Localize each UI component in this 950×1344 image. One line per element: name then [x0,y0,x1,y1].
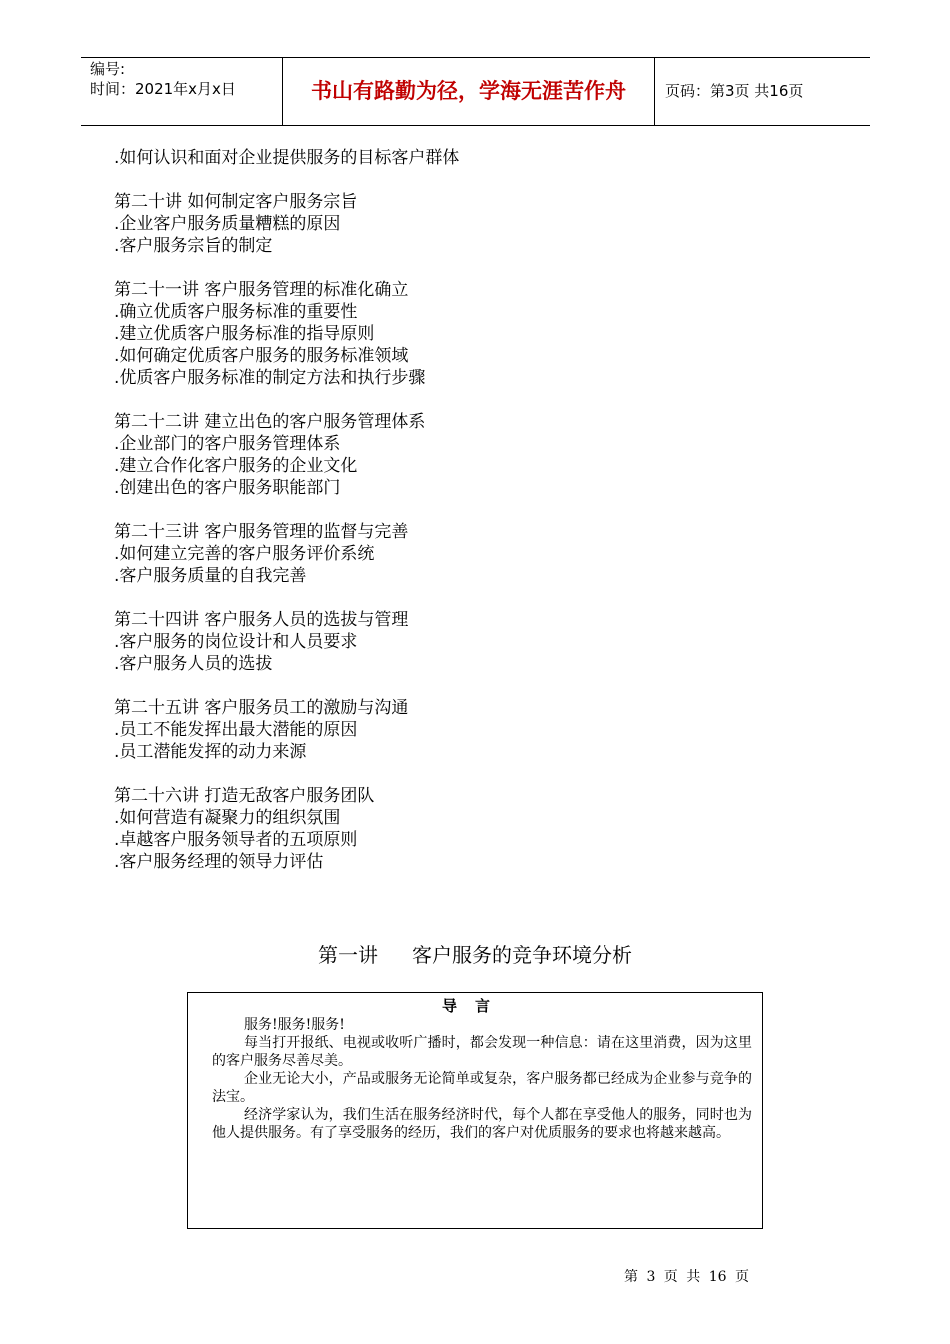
toc-item: .如何认识和面对企业提供服务的目标客户群体 [114,148,460,168]
toc-lecture-title: 第二十二讲 建立出色的客户服务管理体系 [114,412,426,432]
intro-paragraph: 服务!服务!服务! [244,1017,345,1033]
toc-lecture-title: 第二十讲 如何制定客户服务宗旨 [114,192,358,212]
toc-spacer [114,389,814,411]
toc-spacer [114,169,814,191]
toc-lecture-title: 第二十一讲 客户服务管理的标准化确立 [114,280,409,300]
toc-spacer [114,257,814,279]
table-of-contents [114,147,814,873]
toc-item: .员工不能发挥出最大潜能的原因 [114,720,358,740]
header-meta [81,58,283,125]
toc-item: .建立合作化客户服务的企业文化 [114,456,358,476]
toc-item: .客户服务的岗位设计和人员要求 [114,632,358,652]
toc-item: .如何营造有凝聚力的组织氛围 [114,808,341,828]
toc-spacer [114,587,814,609]
toc-item: .优质客户服务标准的制定方法和执行步骤 [114,368,426,388]
toc-lecture-title: 第二十四讲 客户服务人员的选拔与管理 [114,610,409,630]
toc-item: .客户服务宗旨的制定 [114,236,273,256]
toc-item: .企业客户服务质量糟糕的原因 [114,214,341,234]
intro-paragraph: 每当打开报纸、电视或收听广播时，都会发现一种信息：请在这里消费，因为这里的客户服务尽善尽美。 [212,1035,752,1069]
intro-box [187,992,763,1229]
toc-item: .创建出色的客户服务职能部门 [114,478,341,498]
toc-item: .如何确定优质客户服务的服务标准领域 [114,346,409,366]
toc-item: .客户服务质量的自我完善 [114,566,307,586]
intro-paragraph: 经济学家认为，我们生活在服务经济时代，每个人都在享受他人的服务，同时也为他人提供服务。有了享受服务的经历，我们的客户对优质服务的要求也将越来越高。 [212,1107,752,1141]
document-date-label: 时间：2021年x月x日 [90,80,236,98]
toc-item: .卓越客户服务领导者的五项原则 [114,830,358,850]
toc-lecture-title: 第二十六讲 打造无敌客户服务团队 [114,786,375,806]
toc-item: .建立优质客户服务标准的指导原则 [114,324,375,344]
header-motto: 书山有路勤为径，学海无涯苦作舟 [283,58,655,125]
intro-title: 导言 [441,997,508,1015]
intro-paragraph: 企业无论大小，产品或服务无论简单或复杂，客户服务都已经成为企业参与竞争的法宝。 [212,1071,752,1105]
footer-page-number: 第 3 页 共 16 页 [624,1269,749,1285]
toc-lecture-title: 第二十五讲 客户服务员工的激励与沟通 [114,698,409,718]
document-number-label: 编号: [90,60,126,78]
toc-lecture-title: 第二十三讲 客户服务管理的监督与完善 [114,522,409,542]
toc-spacer [114,499,814,521]
toc-item: .确立优质客户服务标准的重要性 [114,302,358,322]
section-title: 客户服务的竞争环境分析 [412,943,632,967]
toc-item: .如何建立完善的客户服务评价系统 [114,544,375,564]
header-page-number: 页码：第3页 共16页 [665,82,804,100]
toc-item: .客户服务经理的领导力评估 [114,852,324,872]
section-number: 第一讲 [318,943,378,967]
section-heading [0,941,950,969]
toc-item: .企业部门的客户服务管理体系 [114,434,341,454]
page-header [81,57,870,126]
toc-item: .员工潜能发挥的动力来源 [114,742,307,762]
toc-spacer [114,675,814,697]
toc-item: .客户服务人员的选拔 [114,654,273,674]
toc-spacer [114,763,814,785]
